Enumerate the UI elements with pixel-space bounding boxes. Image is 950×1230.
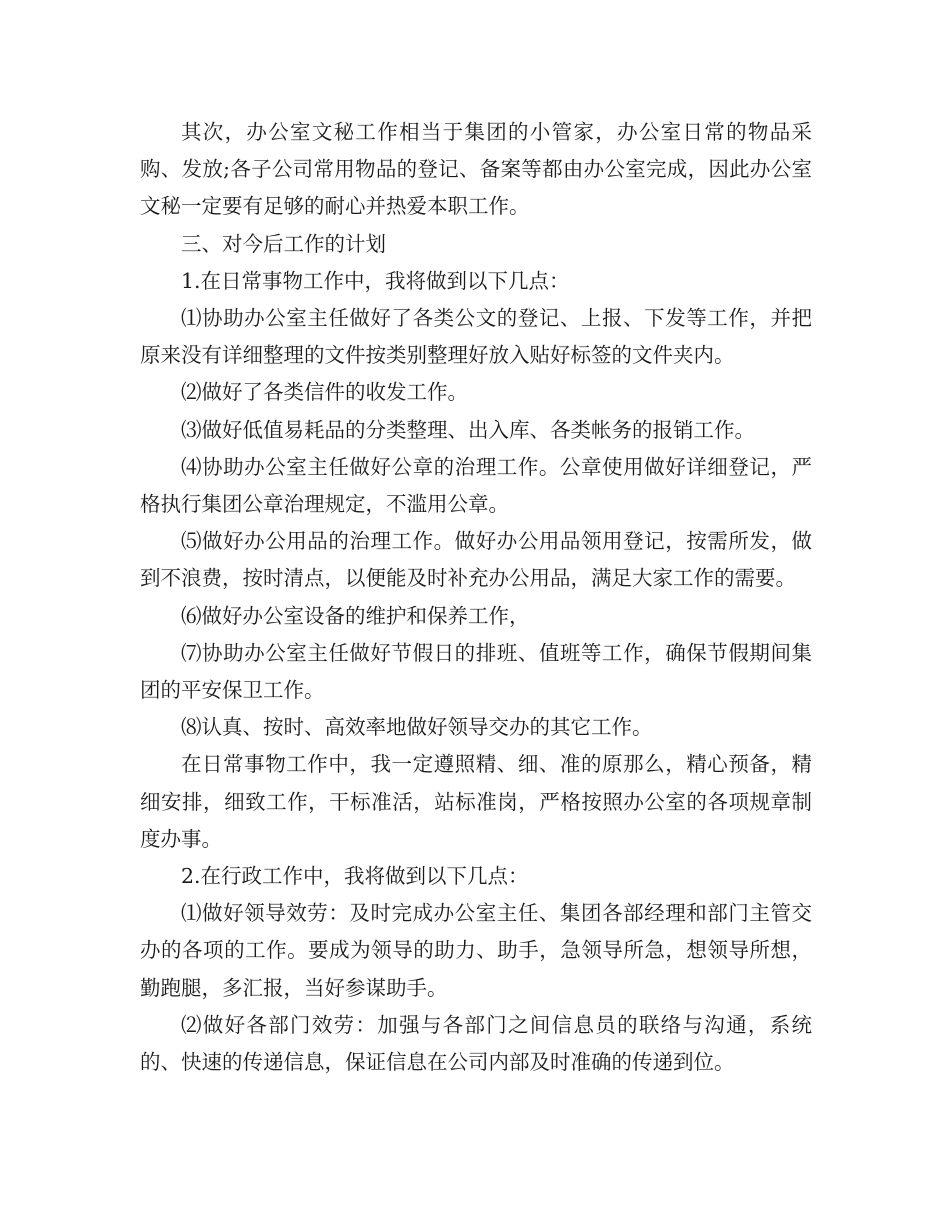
list-item-5: ⑸做好办公用品的治理工作。做好办公用品领用登记，按需所发，做到不浪费，按时清点，以便能及时补充办公用品，满足大家工作的需要。 <box>140 529 812 591</box>
list-item-1: ⑴协助办公室主任做好了各类公文的登记、上报、下发等工作，并把原来没有详细整理的文件按类别整理好放入贴好标签的文件夹内。 <box>140 306 812 368</box>
section-heading-plan: 三、对今后工作的计划 <box>181 231 386 256</box>
subheading-administrative: 2.在行政工作中，我将做到以下几点： <box>181 864 529 889</box>
paragraph-summary: 在日常事物工作中，我一定遵照精、细、准的原那么，精心预备，精细安排，细致工作，干标准活，站标准岗，严格按照办公室的各项规章制度办事。 <box>140 752 812 851</box>
list-item-2: ⑵做好了各类信件的收发工作。 <box>181 380 468 405</box>
admin-list-item-1: ⑴做好领导效劳：及时完成办公室主任、集团各部经理和部门主管交办的各项的工作。要成为领导的助力、助手，急领导所急，想领导所想，勤跑腿，多汇报，当好参谋助手。 <box>140 901 812 1000</box>
subheading-daily-affairs: 1.在日常事物工作中，我将做到以下几点： <box>181 268 570 293</box>
list-item-6: ⑹做好办公室设备的维护和保养工作， <box>181 603 530 628</box>
paragraph-1: 其次，办公室文秘工作相当于集团的小管家，办公室日常的物品采购、发放;各子公司常用物品的登记、备案等都由办公室完成，因此办公室文秘一定要有足够的耐心并热爱本职工作。 <box>140 120 812 219</box>
list-item-4: ⑷协助办公室主任做好公章的治理工作。公章使用做好详细登记，严格执行集团公章治理规定，不滥用公章。 <box>140 454 812 517</box>
list-item-8: ⑻认真、按时、高效率地做好领导交办的其它工作。 <box>181 715 653 740</box>
document-body <box>140 114 812 1081</box>
list-item-7: ⑺协助办公室主任做好节假日的排班、值班等工作，确保节假期间集团的平安保卫工作。 <box>140 640 812 703</box>
list-item-3: ⑶做好低值易耗品的分类整理、出入库、各类帐务的报销工作。 <box>181 417 755 442</box>
admin-list-item-2: ⑵做好各部门效劳：加强与各部门之间信息员的联络与沟通，系统的、快速的传递信息，保证信息在公司内部及时准确的传递到位。 <box>140 1012 812 1075</box>
